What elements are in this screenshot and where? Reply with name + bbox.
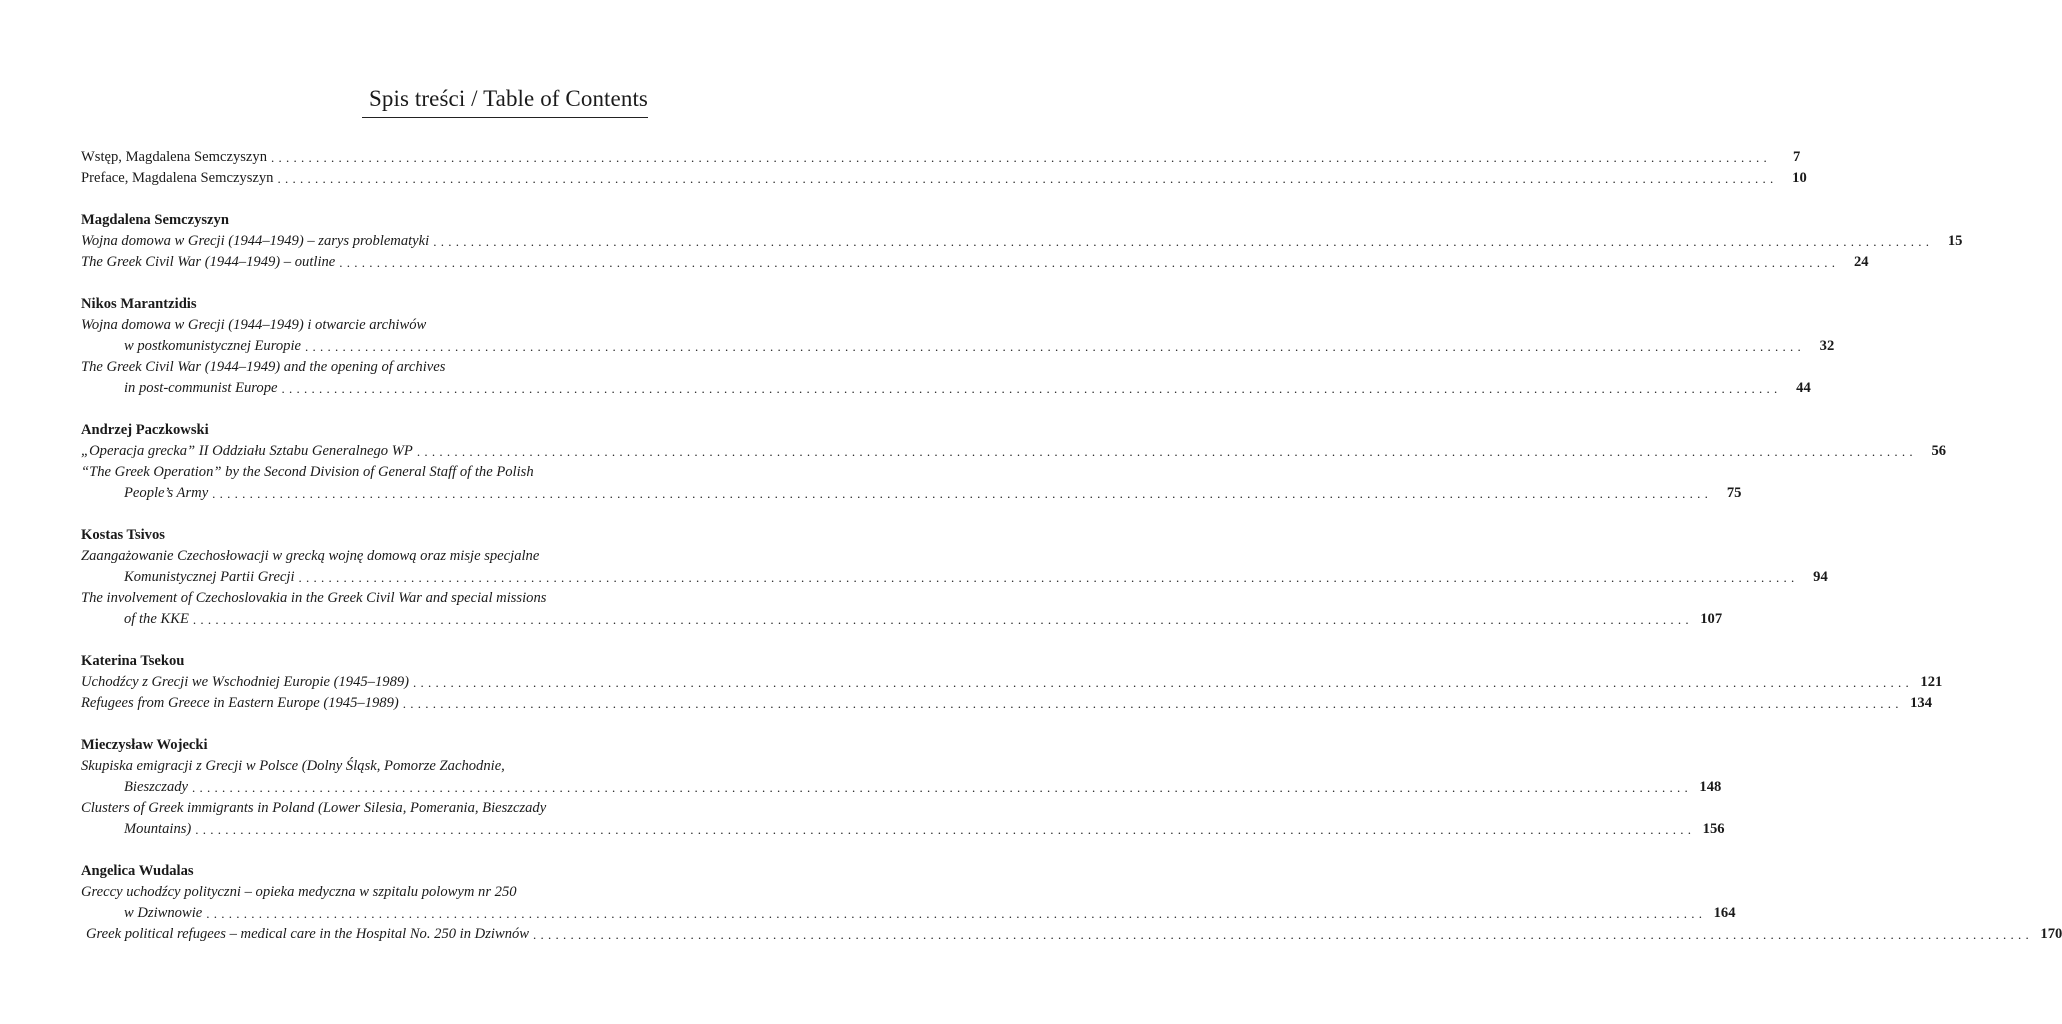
entry-title: The Greek Civil War (1944–1949) – outline — [81, 254, 336, 270]
entry-title-line[interactable]: Clusters of Greek immigrants in Poland (Lower Silesia, Pomerania, Bieszczady — [81, 800, 547, 816]
entry-title-line[interactable]: Zaangażowanie Czechosłowacji w grecką wojnę domową oraz misje specjalne — [81, 548, 540, 564]
entry-title: in post-communist Europe — [124, 380, 278, 396]
leader-dots: . . . . . . . . . . . . . . . . . . . . . . . . . . . . . . . . . . . . . . . . . . . . . . . . . . . . . . . . . . . . . . . . . . . . . . . . . . . . . . . . . . . . . . . . . . . . . . . . . . . . . . . . . . . . . . . . . . . . . . . . . . . . . . . . . . . . . . . . . . . . . . . . . . . . . . . . . . . . . . . . . . . . . . . . . . . . . . . . . . . . . . . . . . . . . . . . . . . . . . . . — [533, 927, 2030, 942]
page-number: 32 — [1819, 338, 1835, 354]
table-of-contents — [81, 147, 2062, 945]
page-number: 107 — [1700, 611, 1723, 627]
leader-dots: . . . . . . . . . . . . . . . . . . . . . . . . . . . . . . . . . . . . . . . . . . . . . . . . . . . . . . . . . . . . . . . . . . . . . . . . . . . . . . . . . . . . . . . . . . . . . . . . . . . . . . . . . . . . . . . . . . . . . . . . . . . . . . . . . . . . . . . . . . . . . . . . . . . . . . . . . . . . . . . . . . . . . . . . . . . . . . . . . . . . . . . . . . . . . . . . . . . . . . . . — [271, 150, 1768, 165]
section-spacer — [81, 714, 648, 735]
leader-dots: . . . . . . . . . . . . . . . . . . . . . . . . . . . . . . . . . . . . . . . . . . . . . . . . . . . . . . . . . . . . . . . . . . . . . . . . . . . . . . . . . . . . . . . . . . . . . . . . . . . . . . . . . . . . . . . . . . . . . . . . . . . . . . . . . . . . . . . . . . . . . . . . . . . . . . . . . . . . . . . . . . . . . . . . . . . . . . . . . . . . . . . . . . . . . . . . . . . . . . . . — [305, 339, 1802, 354]
toc-entry-line[interactable] — [81, 336, 1835, 357]
entry-title-line[interactable]: “The Greek Operation” by the Second Division of General Staff of the Polish — [81, 464, 534, 480]
leader-dots: . . . . . . . . . . . . . . . . . . . . . . . . . . . . . . . . . . . . . . . . . . . . . . . . . . . . . . . . . . . . . . . . . . . . . . . . . . . . . . . . . . . . . . . . . . . . . . . . . . . . . . . . . . . . . . . . . . . . . . . . . . . . . . . . . . . . . . . . . . . . . . . . . . . . . . . . . . . . . . . . . . . . . . . . . . . . . . . . . . . . . . . . . . . . . . . . . . . . . . . . — [206, 906, 1703, 921]
entry-title: Greek political refugees – medical care in the Hospital No. 250 in Dziwnów — [86, 926, 530, 942]
entry-title: w postkomunistycznej Europie — [124, 338, 301, 354]
toc-entry-line[interactable] — [81, 819, 1725, 840]
leader-dots: . . . . . . . . . . . . . . . . . . . . . . . . . . . . . . . . . . . . . . . . . . . . . . . . . . . . . . . . . . . . . . . . . . . . . . . . . . . . . . . . . . . . . . . . . . . . . . . . . . . . . . . . . . . . . . . . . . . . . . . . . . . . . . . . . . . . . . . . . . . . . . . . . . . . . . . . . . . . . . . . . . . . . . . . . . . . . . . . . . . . . . . . . . . . . . . . . . . . . . . . — [402, 696, 1899, 711]
leader-dots: . . . . . . . . . . . . . . . . . . . . . . . . . . . . . . . . . . . . . . . . . . . . . . . . . . . . . . . . . . . . . . . . . . . . . . . . . . . . . . . . . . . . . . . . . . . . . . . . . . . . . . . . . . . . . . . . . . . . . . . . . . . . . . . . . . . . . . . . . . . . . . . . . . . . . . . . . . . . . . . . . . . . . . . . . . . . . . . . . . . . . . . . . . . . . . . . . . . . . . . . — [277, 171, 1774, 186]
leader-dots: . . . . . . . . . . . . . . . . . . . . . . . . . . . . . . . . . . . . . . . . . . . . . . . . . . . . . . . . . . . . . . . . . . . . . . . . . . . . . . . . . . . . . . . . . . . . . . . . . . . . . . . . . . . . . . . . . . . . . . . . . . . . . . . . . . . . . . . . . . . . . . . . . . . . . . . . . . . . . . . . . . . . . . . . . . . . . . . . . . . . . . . . . . . . . . . . . . . . . . . . — [413, 675, 1910, 690]
entry-title: Preface, Magdalena Semczyszyn — [81, 170, 274, 186]
toc-entry-line[interactable] — [81, 903, 1736, 924]
entry-title: Bieszczady — [124, 779, 189, 795]
toc-entry-line[interactable] — [81, 147, 1801, 168]
page-number: 156 — [1702, 821, 1725, 837]
entry-title-line[interactable]: Skupiska emigracji z Grecji w Polsce (Dolny Śląsk, Pomorze Zachodnie, — [81, 758, 505, 774]
leader-dots: . . . . . . . . . . . . . . . . . . . . . . . . . . . . . . . . . . . . . . . . . . . . . . . . . . . . . . . . . . . . . . . . . . . . . . . . . . . . . . . . . . . . . . . . . . . . . . . . . . . . . . . . . . . . . . . . . . . . . . . . . . . . . . . . . . . . . . . . . . . . . . . . . . . . . . . . . . . . . . . . . . . . . . . . . . . . . . . . . . . . . . . . . . . . . . . . . . . . . . . . — [433, 234, 1930, 249]
page-number: 75 — [1726, 485, 1742, 501]
entry-title: Komunistycznej Partii Grecji — [124, 569, 295, 585]
page-number: 121 — [1920, 674, 1943, 690]
leader-dots: . . . . . . . . . . . . . . . . . . . . . . . . . . . . . . . . . . . . . . . . . . . . . . . . . . . . . . . . . . . . . . . . . . . . . . . . . . . . . . . . . . . . . . . . . . . . . . . . . . . . . . . . . . . . . . . . . . . . . . . . . . . . . . . . . . . . . . . . . . . . . . . . . . . . . . . . . . . . . . . . . . . . . . . . . . . . . . . . . . . . . . . . . . . . . . . . . . . . . . . . — [416, 444, 1914, 459]
title-rule — [362, 117, 648, 118]
author-name: Angelica Wudalas — [81, 863, 194, 879]
entry-title: „Operacja grecka” II Oddziału Sztabu Generalnego WP — [81, 443, 413, 459]
entry-title-line[interactable]: The involvement of Czechoslovakia in the Greek Civil War and special missions — [81, 590, 547, 606]
page-number: 134 — [1910, 695, 1932, 711]
section-spacer — [81, 630, 648, 651]
author-name: Magdalena Semczyszyn — [81, 212, 229, 228]
toc-entry-line[interactable] — [81, 672, 1943, 693]
section-spacer — [81, 189, 648, 210]
toc-entry-line[interactable] — [81, 924, 2062, 945]
author-name: Mieczysław Wojecki — [81, 737, 208, 753]
toc-entry-line[interactable] — [81, 168, 1807, 189]
entry-title-line[interactable]: Greccy uchodźcy polityczni – opieka medyczna w szpitalu polowym nr 250 — [81, 884, 517, 900]
toc-entry-line[interactable] — [81, 693, 1932, 714]
page-number: 44 — [1796, 380, 1811, 396]
leader-dots: . . . . . . . . . . . . . . . . . . . . . . . . . . . . . . . . . . . . . . . . . . . . . . . . . . . . . . . . . . . . . . . . . . . . . . . . . . . . . . . . . . . . . . . . . . . . . . . . . . . . . . . . . . . . . . . . . . . . . . . . . . . . . . . . . . . . . . . . . . . . . . . . . . . . . . . . . . . . . . . . . . . . . . . . . . . . . . . . . . . . . . . . . . . . . . . . . . . . . . . . — [212, 486, 1709, 501]
entry-title: Wstęp, Magdalena Semczyszyn — [81, 149, 268, 165]
author-name: Nikos Marantzidis — [81, 296, 197, 312]
page-number: 164 — [1713, 905, 1736, 921]
entry-title: Mountains) — [124, 821, 192, 837]
toc-entry-line[interactable] — [81, 777, 1722, 798]
entry-title-line[interactable]: Wojna domowa w Grecji (1944–1949) i otwarcie archiwów — [81, 317, 427, 333]
page-number: 56 — [1931, 443, 1947, 459]
toc-entry-line[interactable] — [81, 231, 1963, 252]
entry-title: Refugees from Greece in Eastern Europe (1945–1989) — [81, 695, 399, 711]
page-number: 7 — [1792, 149, 1801, 165]
page-number: 15 — [1947, 233, 1963, 249]
leader-dots: . . . . . . . . . . . . . . . . . . . . . . . . . . . . . . . . . . . . . . . . . . . . . . . . . . . . . . . . . . . . . . . . . . . . . . . . . . . . . . . . . . . . . . . . . . . . . . . . . . . . . . . . . . . . . . . . . . . . . . . . . . . . . . . . . . . . . . . . . . . . . . . . . . . . . . . . . . . . . . . . . . . . . . . . . . . . . . . . . . . . . . . . . . . . . . . . . . . . . . . . — [298, 570, 1795, 585]
toc-entry-line[interactable] — [81, 609, 1723, 630]
page-number: 148 — [1699, 779, 1722, 795]
author-name: Kostas Tsivos — [81, 527, 165, 543]
section-spacer — [81, 273, 648, 294]
toc-entry-line[interactable] — [81, 567, 1828, 588]
section-spacer — [81, 399, 648, 420]
page-number: 10 — [1792, 170, 1807, 186]
page-number: 170 — [2040, 926, 2062, 942]
leader-dots: . . . . . . . . . . . . . . . . . . . . . . . . . . . . . . . . . . . . . . . . . . . . . . . . . . . . . . . . . . . . . . . . . . . . . . . . . . . . . . . . . . . . . . . . . . . . . . . . . . . . . . . . . . . . . . . . . . . . . . . . . . . . . . . . . . . . . . . . . . . . . . . . . . . . . . . . . . . . . . . . . . . . . . . . . . . . . . . . . . . . . . . . . . . . . . . . . . . . . . . . — [195, 822, 1692, 837]
entry-title: Wojna domowa w Grecji (1944–1949) – zarys problematyki — [81, 233, 430, 249]
page-number: 94 — [1813, 569, 1828, 585]
entry-title: w Dziwnowie — [124, 905, 203, 921]
leader-dots: . . . . . . . . . . . . . . . . . . . . . . . . . . . . . . . . . . . . . . . . . . . . . . . . . . . . . . . . . . . . . . . . . . . . . . . . . . . . . . . . . . . . . . . . . . . . . . . . . . . . . . . . . . . . . . . . . . . . . . . . . . . . . . . . . . . . . . . . . . . . . . . . . . . . . . . . . . . . . . . . . . . . . . . . . . . . . . . . . . . . . . . . . . . . . . . . . . . . . . . . — [192, 780, 1689, 795]
toc-entry-line[interactable] — [81, 483, 1742, 504]
author-name: Andrzej Paczkowski — [81, 422, 209, 438]
author-name: Katerina Tsekou — [81, 653, 185, 669]
section-spacer — [81, 504, 648, 525]
leader-dots: . . . . . . . . . . . . . . . . . . . . . . . . . . . . . . . . . . . . . . . . . . . . . . . . . . . . . . . . . . . . . . . . . . . . . . . . . . . . . . . . . . . . . . . . . . . . . . . . . . . . . . . . . . . . . . . . . . . . . . . . . . . . . . . . . . . . . . . . . . . . . . . . . . . . . . . . . . . . . . . . . . . . . . . . . . . . . . . . . . . . . . . . . . . . . . . . . . . . . . . . — [281, 381, 1778, 396]
entry-title: People’s Army — [124, 485, 209, 501]
entry-title: Uchodźcy z Grecji we Wschodniej Europie (1945–1989) — [81, 674, 410, 690]
entry-title: of the KKE — [124, 611, 189, 627]
page-title: Spis treści / Table of Contents — [369, 86, 648, 111]
leader-dots: . . . . . . . . . . . . . . . . . . . . . . . . . . . . . . . . . . . . . . . . . . . . . . . . . . . . . . . . . . . . . . . . . . . . . . . . . . . . . . . . . . . . . . . . . . . . . . . . . . . . . . . . . . . . . . . . . . . . . . . . . . . . . . . . . . . . . . . . . . . . . . . . . . . . . . . . . . . . . . . . . . . . . . . . . . . . . . . . . . . . . . . . . . . . . . . . . . . . . . . . — [339, 255, 1836, 270]
leader-dots: . . . . . . . . . . . . . . . . . . . . . . . . . . . . . . . . . . . . . . . . . . . . . . . . . . . . . . . . . . . . . . . . . . . . . . . . . . . . . . . . . . . . . . . . . . . . . . . . . . . . . . . . . . . . . . . . . . . . . . . . . . . . . . . . . . . . . . . . . . . . . . . . . . . . . . . . . . . . . . . . . . . . . . . . . . . . . . . . . . . . . . . . . . . . . . . . . . . . . . . . — [192, 612, 1690, 627]
entry-title-line[interactable]: The Greek Civil War (1944–1949) and the opening of archives — [81, 359, 446, 375]
section-spacer — [81, 840, 648, 861]
toc-entry-line[interactable] — [81, 441, 1947, 462]
toc-entry-line[interactable] — [81, 378, 1811, 399]
page-number: 24 — [1853, 254, 1869, 270]
toc-entry-line[interactable] — [81, 252, 1869, 273]
